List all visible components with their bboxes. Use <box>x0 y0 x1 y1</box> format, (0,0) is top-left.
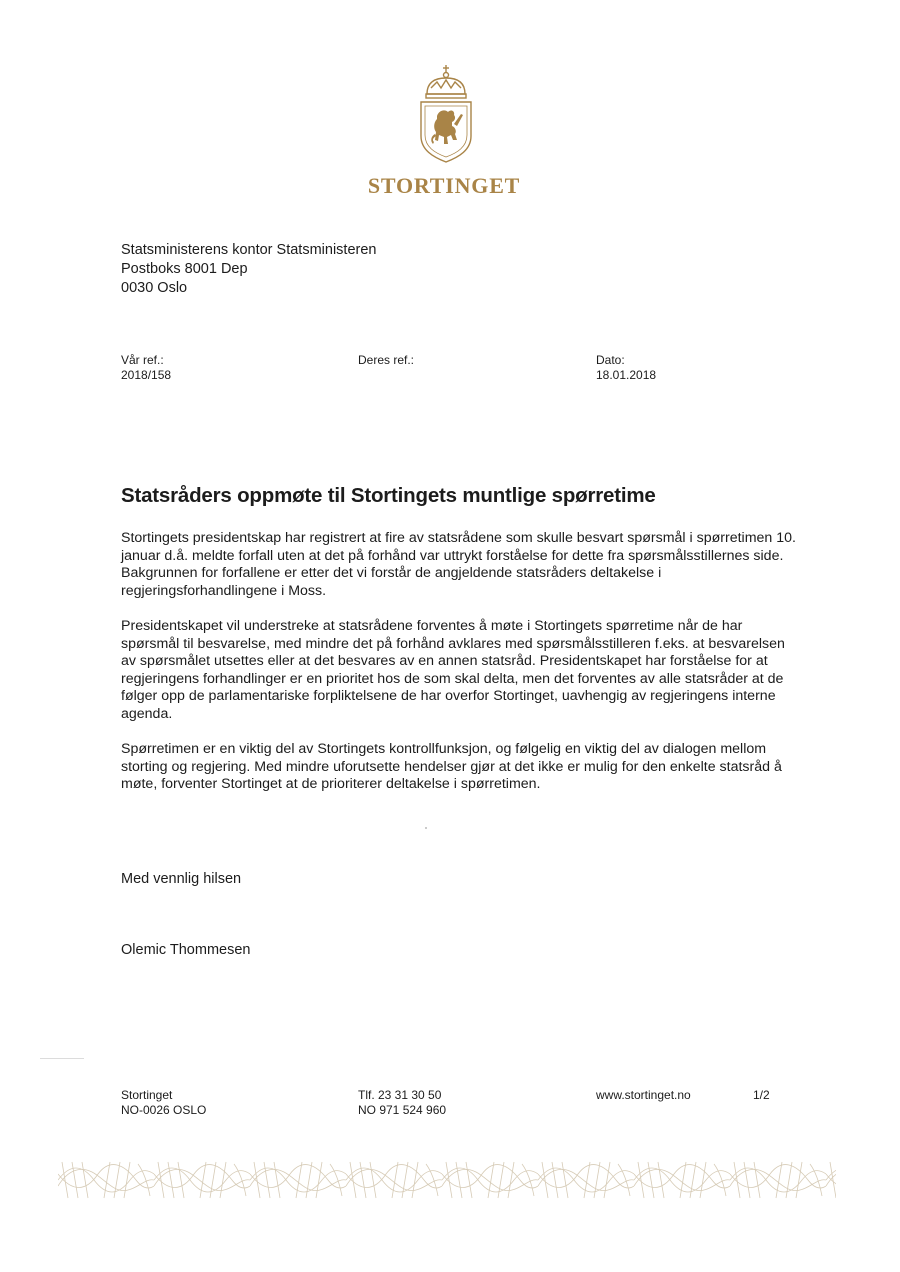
our-ref-label: Vår ref.: <box>121 353 164 367</box>
address-line: Statsministerens kontor Statsministeren <box>121 242 377 258</box>
page-number: 1/2 <box>753 1088 770 1102</box>
closing-greeting: Med vennlig hilsen <box>121 871 242 887</box>
date-label: Dato: <box>596 353 625 367</box>
letter-title: Statsråders oppmøte til Stortingets muntlige spørretime <box>121 484 656 507</box>
footer-contact <box>358 1088 446 1118</box>
recipient-address <box>121 241 376 298</box>
footer-org-postal: NO-0026 OSLO <box>121 1103 207 1117</box>
letter-body <box>121 530 801 812</box>
body-paragraph: Presidentskapet vil understreke at statsrådene forventes å møte i Stortingets spørretime når de har spørsmål til besvarelse, med mindre det på forhånd avklares med spørsmålsstilleren f.eks. at besvarelsen av spørsmålet utsettes eller at det besvares av en annen statsråd. Presidentskapet har forståelse for at regjeringens forhandlinger er en prioritet hos de som skal delta, men det forventes av alle statsråder at de følger opp de parlamentariske forpliktelsene de har overfor Stortinget, uavhengig av regjeringens interne agenda. <box>121 617 785 722</box>
address-line: Postboks 8001 Dep <box>121 261 248 277</box>
footer-org-number: NO 971 524 960 <box>358 1103 447 1117</box>
footer-org-name: Stortinget <box>121 1088 173 1102</box>
fold-mark <box>40 1058 84 1059</box>
our-ref-value: 2018/158 <box>121 368 172 382</box>
guilloche-pattern-icon <box>58 1160 836 1200</box>
footer-phone: Tlf. 23 31 30 50 <box>358 1088 442 1102</box>
stortinget-crest <box>417 64 475 170</box>
their-reference <box>358 353 414 368</box>
royal-lion-crest-icon <box>417 64 475 170</box>
footer-band <box>58 1160 836 1200</box>
date-value: 18.01.2018 <box>596 368 657 382</box>
footer-website: www.stortinget.no <box>596 1088 691 1102</box>
footer-address <box>121 1088 206 1118</box>
letter-date <box>596 353 656 383</box>
address-line: 0030 Oslo <box>121 280 188 296</box>
scan-speck <box>425 827 427 829</box>
stortinget-wordmark: STORTINGET <box>367 173 521 198</box>
their-ref-label: Deres ref.: <box>358 353 415 367</box>
body-paragraph: Spørretimen er en viktig del av Stortingets kontrollfunksjon, og følgelig en viktig del av dialogen mellom storting og regjering. Med mindre uforutsette hendelser gjør at det ikke er mulig for den enkelte statsråd å møte, forventer Stortinget at de prioriterer deltakelse i spørretimen. <box>121 741 782 793</box>
our-reference <box>121 353 171 383</box>
body-paragraph: Stortingets presidentskap har registrert at fire av statsrådene som skulle besvart spørsmål i spørretimen 10. januar d.å. meldte forfall uten at det på forhånd var uttrykt forståelse for dette fra spørsmålsstillernes side. Bakgrunnen for forfallene er etter det vi forstår de angjeldende statsråders deltakelse i regjeringsforhandlingene i Moss. <box>121 530 796 599</box>
signatory-name: Olemic Thommesen <box>121 942 251 958</box>
